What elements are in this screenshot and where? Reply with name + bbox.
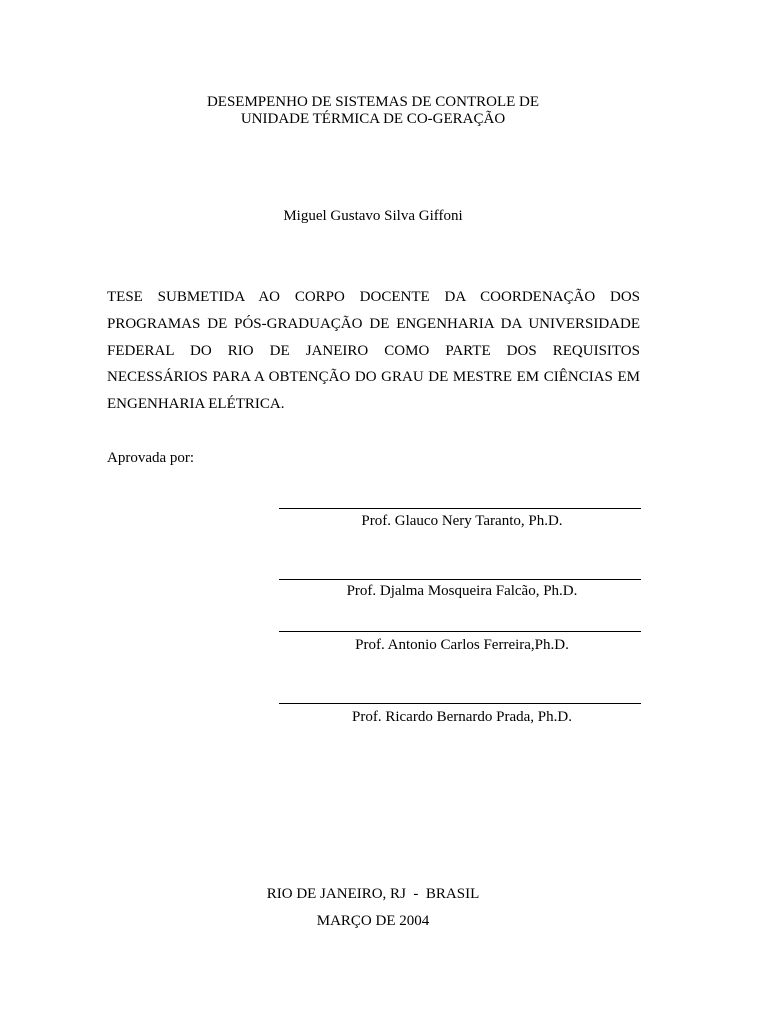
thesis-statement-line-3: FEDERAL DO RIO DE JANEIRO COMO PARTE DOS REQUISITOS <box>107 343 640 359</box>
examiner-name: Prof. Glauco Nery Taranto, Ph.D. <box>361 513 563 529</box>
thesis-statement-line-5: ENGENHARIA ELÉTRICA. <box>107 396 285 412</box>
location-line: RIO DE JANEIRO, RJ - BRASIL <box>266 886 480 902</box>
signature-line <box>279 579 641 580</box>
thesis-statement-line-1: TESE SUBMETIDA AO CORPO DOCENTE DA COORDENAÇÃO DOS <box>107 289 640 305</box>
signature-line <box>279 508 641 509</box>
thesis-statement-line-2: PROGRAMAS DE PÓS-GRADUAÇÃO DE ENGENHARIA DA UNIVERSIDADE <box>107 316 640 332</box>
examiner-name: Prof. Ricardo Bernardo Prada, Ph.D. <box>352 709 572 725</box>
examiner-name: Prof. Antonio Carlos Ferreira,Ph.D. <box>355 637 569 653</box>
thesis-title-line-2: UNIDADE TÉRMICA DE CO-GERAÇÃO <box>240 111 506 127</box>
thesis-statement <box>107 288 640 418</box>
examiner-name: Prof. Djalma Mosqueira Falcão, Ph.D. <box>346 583 578 599</box>
date-line: MARÇO DE 2004 <box>316 913 430 929</box>
signature-line <box>279 631 641 632</box>
author-name: Miguel Gustavo Silva Giffoni <box>283 208 463 224</box>
thesis-statement-line-4: NECESSÁRIOS PARA A OBTENÇÃO DO GRAU DE MESTRE EM CIÊNCIAS EM <box>107 369 640 385</box>
thesis-title-line-1: DESEMPENHO DE SISTEMAS DE CONTROLE DE <box>206 94 540 110</box>
signature-line <box>279 703 641 704</box>
approved-by-label: Aprovada por: <box>107 450 195 466</box>
